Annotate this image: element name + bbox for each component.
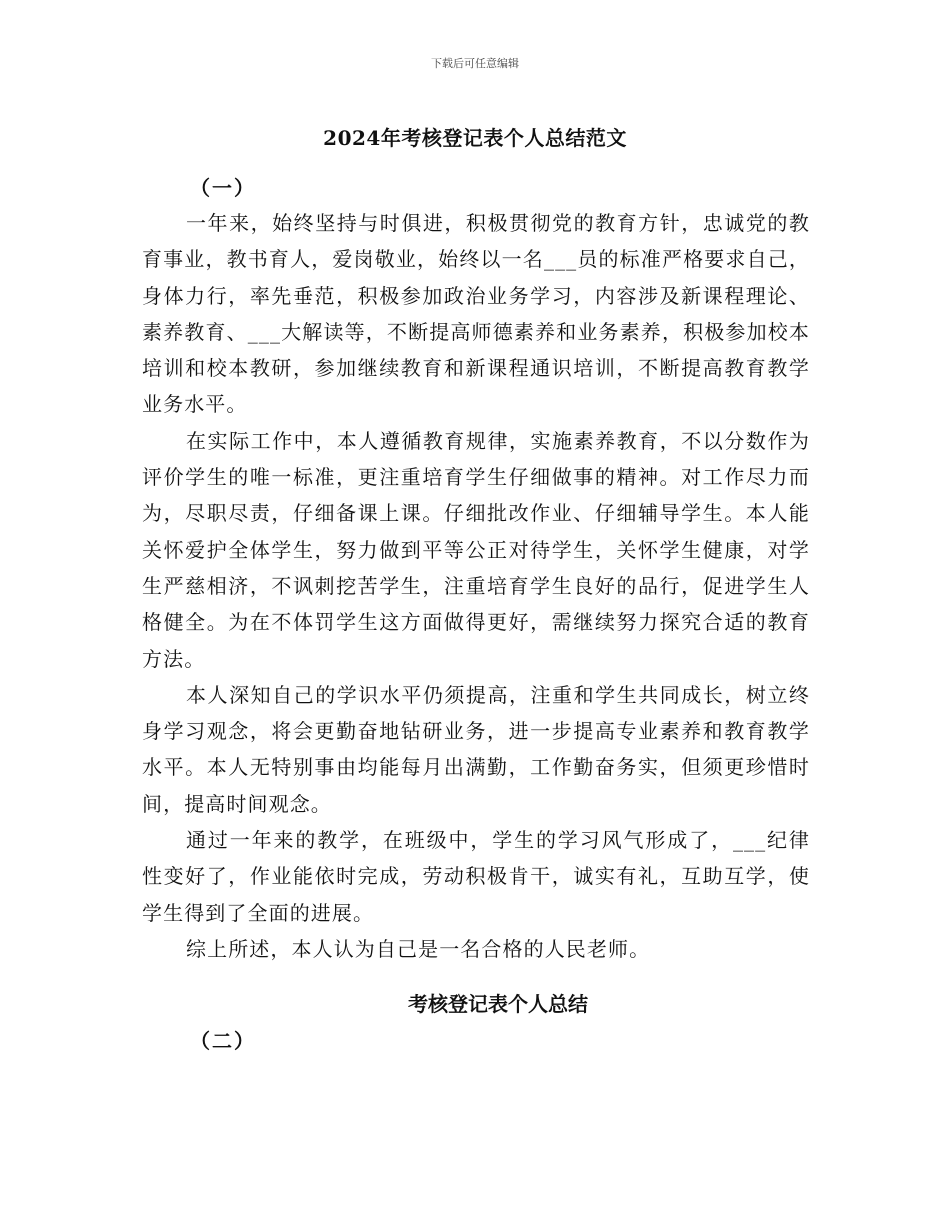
paragraph: 通过一年来的教学，在班级中，学生的学习风气形成了，___纪律性变好了，作业能依时完成，劳动积极肯干，诚实有礼，互助互学，使学生得到了全面的进展。 bbox=[142, 828, 810, 925]
paragraph: 一年来，始终坚持与时俱进，积极贯彻党的教育方针，忠诚党的教育事业，教书育人，爱岗敬业，始终以一名___员的标准严格要求自己，身体力行，率先垂范，积极参加政治业务学习，内容涉及新课程理论、素养教育、___大解读等，不断提高师德素养和业务素养，积极参加校本培训和校本教研，参加继续教育和新课程通识培训，不断提高教育教学业务水平。 bbox=[142, 211, 810, 417]
paragraph: 本人深知自己的学识水平仍须提高，注重和学生共同成长，树立终身学习观念，将会更勤奋地钻研业务，进一步提高专业素养和教育教学水平。本人无特别事由均能每月出满勤，工作勤奋务实，但须更珍惜时间，提高时间观念。 bbox=[142, 682, 810, 816]
section-1-body bbox=[142, 205, 810, 967]
section-subtitle: 考核登记表个人总结 bbox=[408, 992, 588, 1016]
section-heading-1: （一） bbox=[190, 176, 256, 200]
paragraph: 在实际工作中，本人遵循教育规律，实施素养教育，不以分数作为评价学生的唯一标准，更注重培育学生仔细做事的精神。对工作尽力而为，尽职尽责，仔细备课上课。仔细批改作业、仔细辅导学生。本人能关怀爱护全体学生，努力做到平等公正对待学生，关怀学生健康，对学生严慈相济，不讽刺挖苦学生，注重培育学生良好的品行，促进学生人格健全。为在不体罚学生这方面做得更好，需继续努力探究合适的教育方法。 bbox=[142, 428, 810, 671]
section-heading-2: （二） bbox=[190, 1029, 256, 1053]
paragraph: 综上所述，本人认为自己是一名合格的人民老师。 bbox=[186, 936, 651, 961]
header-note: 下载后可任意编辑 bbox=[431, 57, 519, 70]
document-title: 2024年考核登记表个人总结范文 bbox=[323, 126, 627, 150]
